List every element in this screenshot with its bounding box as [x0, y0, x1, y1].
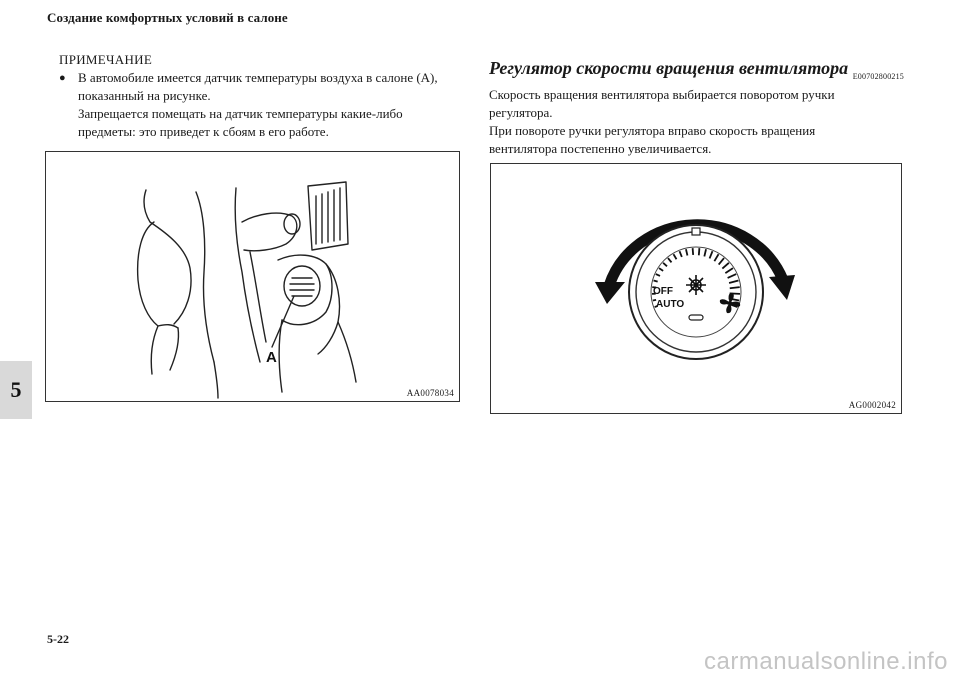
figure-code: AA0078034	[406, 388, 454, 398]
section-line: При повороте ручки регулятора вправо скорость вращения	[489, 123, 816, 138]
section-line: регулятора.	[489, 105, 553, 120]
section-title: Регулятор скорости вращения вентилятора	[489, 58, 849, 78]
note-line: предметы: это приведет к сбоям в его работе.	[78, 124, 329, 139]
note-block	[59, 51, 459, 141]
section-code: E00702800215	[852, 72, 904, 81]
watermark: carmanualsonline.info	[704, 648, 948, 675]
dial-tick	[699, 248, 700, 255]
dial-tick	[654, 280, 658, 281]
bullet-icon: ●	[59, 72, 66, 84]
climate-mode-icon	[686, 275, 706, 295]
dial-tick	[693, 248, 694, 255]
section-line: Скорость вращения вентилятора выбирается поворотом ручки	[489, 87, 835, 102]
fan-knob-illustration	[491, 164, 901, 413]
auto-label: AUTO	[656, 299, 685, 310]
note-title: ПРИМЕЧАНИЕ	[59, 52, 153, 67]
section-heading	[489, 58, 904, 86]
note-line: В автомобиле имеется датчик температуры воздуха в салоне (A),	[78, 70, 438, 85]
running-header: Создание комфортных условий в салоне	[47, 10, 288, 25]
chapter-number: 5	[10, 377, 22, 402]
note-line: показанный на рисунке.	[78, 88, 211, 103]
knob-pointer	[689, 315, 703, 320]
knob-indicator-notch	[692, 228, 700, 235]
sensor-illustration	[46, 152, 459, 401]
fan-speed-section	[489, 58, 904, 158]
fan-knob-figure	[490, 163, 902, 414]
off-label: OFF	[653, 286, 673, 297]
page-number: 5-22	[47, 632, 69, 646]
chapter-tab	[0, 361, 32, 419]
section-line: вентилятора постепенно увеличивается.	[489, 141, 712, 156]
dial-tick	[730, 287, 740, 288]
sensor-figure	[45, 151, 460, 402]
right-arrowhead-icon	[769, 275, 795, 300]
left-arrowhead-icon	[595, 282, 625, 304]
callout-label-a: A	[266, 349, 277, 366]
note-bullet-item	[59, 69, 459, 141]
note-text	[78, 69, 438, 141]
figure-code: AG0002042	[848, 400, 896, 410]
note-line: Запрещается помещать на датчик температуры какие-либо	[78, 106, 403, 121]
